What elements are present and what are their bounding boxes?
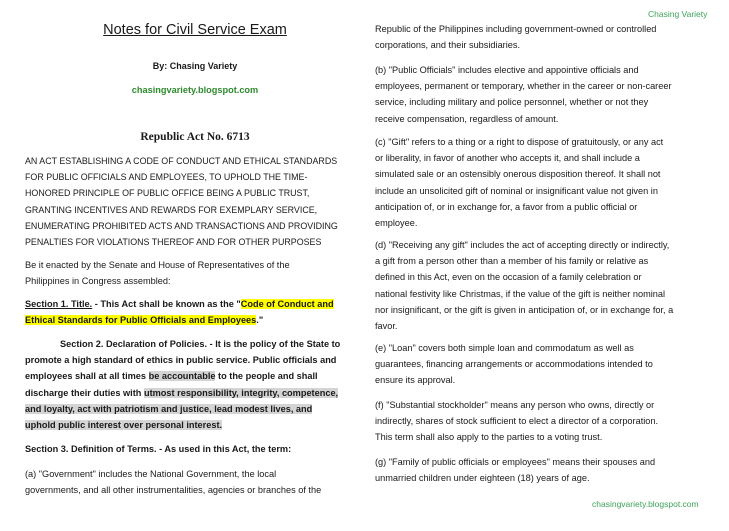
byline: By: Chasing Variety bbox=[152, 61, 238, 71]
definition-line: Republic of the Philippines including government-owned or controlled bbox=[375, 24, 657, 34]
definition-line: unmarried children under eighteen (18) years of age. bbox=[375, 473, 590, 484]
definition-line: corporations, and their subsidiaries. bbox=[375, 40, 521, 51]
enacted-line: Be it enacted by the Senate and House of Representatives of the bbox=[25, 260, 290, 270]
definition-line: or liberality, in favor of another who accepts it, and shall include a bbox=[375, 153, 640, 164]
highlighted-act-name: Code of Conduct and bbox=[240, 299, 334, 309]
preamble-line: FOR PUBLIC OFFICIALS AND EMPLOYEES, TO UPHOLD THE TIME- bbox=[25, 172, 308, 183]
preamble-line: ENUMERATING PROHIBITED ACTS AND TRANSACTIONS AND PROVIDING bbox=[25, 220, 338, 231]
definition-line: This term shall also apply to the parties to a voting trust. bbox=[375, 432, 603, 443]
section-1-end: ." bbox=[256, 315, 264, 326]
definition-e bbox=[375, 340, 653, 389]
definition-line: receive compensation, regardless of amount. bbox=[375, 113, 559, 124]
section-2-line: promote a high standard of ethics in public service. Public officials and bbox=[25, 355, 337, 366]
definition-line: guarantees, financing arrangements or accommodations intended to bbox=[375, 359, 653, 370]
definition-d bbox=[375, 237, 673, 334]
definition-a bbox=[25, 466, 321, 498]
watermark-bottom: chasingvariety.blogspot.com bbox=[592, 499, 699, 509]
enacted-clause bbox=[25, 257, 290, 289]
preamble-line: AN ACT ESTABLISHING A CODE OF CONDUCT AND ETHICAL STANDARDS bbox=[25, 156, 338, 166]
definition-line: anticipation of, or in exchange for, a favor from a public official or bbox=[375, 201, 638, 212]
definition-c bbox=[375, 134, 663, 231]
preamble-line: GRANTING INCENTIVES AND REWARDS FOR EXEMPLARY SERVICE, bbox=[25, 204, 318, 215]
definition-line: include an unsolicited gift of nominal or insignificant value not given in bbox=[375, 185, 658, 196]
definition-a-continued bbox=[375, 21, 656, 53]
definition-line: (c) "Gift" refers to a thing or a right to dispose of gratuitously, or any act bbox=[375, 137, 664, 147]
definition-line: service, including military and police personnel, whether or not they bbox=[375, 97, 649, 108]
definition-line: (a) "Government" includes the National Government, the local bbox=[25, 469, 277, 479]
section-1-heading: Section 1. Title. bbox=[25, 299, 93, 309]
section-2-line: Section 2. Declaration of Policies. - It is the policy of the State to bbox=[60, 339, 341, 349]
section-2 bbox=[25, 336, 340, 433]
definition-line: simulated sale or an ostensibly onerous disposition thereof. It shall not bbox=[375, 169, 661, 180]
preamble-line: HONORED PRINCIPLE OF PUBLIC OFFICE BEING A PUBLIC TRUST, bbox=[25, 188, 310, 199]
section-3: Section 3. Definition of Terms. - As used in this Act, the term: bbox=[25, 444, 292, 454]
definition-line: national festivity like Christmas, if the value of the gift is neither nominal bbox=[375, 288, 666, 299]
definition-f bbox=[375, 397, 658, 446]
preamble bbox=[25, 153, 338, 250]
page-title: Notes for Civil Service Exam bbox=[103, 22, 287, 38]
definition-line: ensure its approval. bbox=[375, 375, 456, 386]
highlighted-phrase: and loyalty, act with patriotism and justice, lead modest lives, and bbox=[25, 403, 313, 414]
preamble-line: PENALTIES FOR VIOLATIONS THEREOF AND FOR OTHER PURPOSES bbox=[25, 237, 322, 248]
definition-line: (d) "Receiving any gift" includes the act of accepting directly or indirectly, bbox=[375, 240, 670, 250]
definition-line: (g) "Family of public officials or employees" means their spouses and bbox=[375, 457, 656, 467]
ra-title: Republic Act No. 6713 bbox=[140, 131, 250, 143]
definition-line: (f) "Substantial stockholder" means any person who owns, directly or bbox=[375, 400, 655, 410]
definition-g bbox=[375, 454, 655, 486]
blog-link[interactable]: chasingvariety.blogspot.com bbox=[131, 85, 259, 95]
section-2-text: to the people and shall bbox=[215, 371, 318, 382]
definition-line: defined in this Act, even on the occasion of a family celebration or bbox=[375, 272, 642, 283]
definition-line: favor. bbox=[375, 321, 398, 332]
section-2-text: discharge their duties with bbox=[25, 387, 144, 398]
definition-line: employees, permanent or temporary, whether in the career or non-career bbox=[375, 81, 672, 92]
enacted-line: Philippines in Congress assembled: bbox=[25, 276, 171, 287]
section-1 bbox=[25, 296, 334, 328]
definition-line: a gift from a person other than a member of his family or relative as bbox=[375, 256, 649, 267]
watermark-top: Chasing Variety bbox=[648, 9, 708, 19]
highlighted-act-name: Ethical Standards for Public Officials and Employees bbox=[25, 315, 257, 326]
definition-line: nor insignificant, or the gift is given in anticipation of, or in exchange for, a bbox=[375, 304, 674, 315]
definition-line: (b) "Public Officials" includes elective and appointive officials and bbox=[375, 65, 639, 75]
highlighted-phrase: be accountable bbox=[148, 371, 216, 382]
highlighted-phrase: utmost responsibility, integrity, competence, bbox=[143, 387, 339, 398]
definition-line: governments, and all other instrumentalities, agencies or branches of the bbox=[25, 485, 322, 496]
highlighted-phrase: uphold public interest over personal interest. bbox=[25, 420, 223, 431]
section-2-text: employees shall at all times bbox=[25, 371, 149, 382]
definition-line: indirectly, shares of stock sufficient to elect a director of a corporation. bbox=[375, 416, 659, 427]
definition-line: (e) "Loan" covers both simple loan and commodatum as well as bbox=[375, 343, 634, 353]
definition-line: employee. bbox=[375, 218, 418, 229]
definition-b bbox=[375, 62, 672, 127]
section-1-text: - This Act shall be known as the " bbox=[92, 299, 241, 309]
